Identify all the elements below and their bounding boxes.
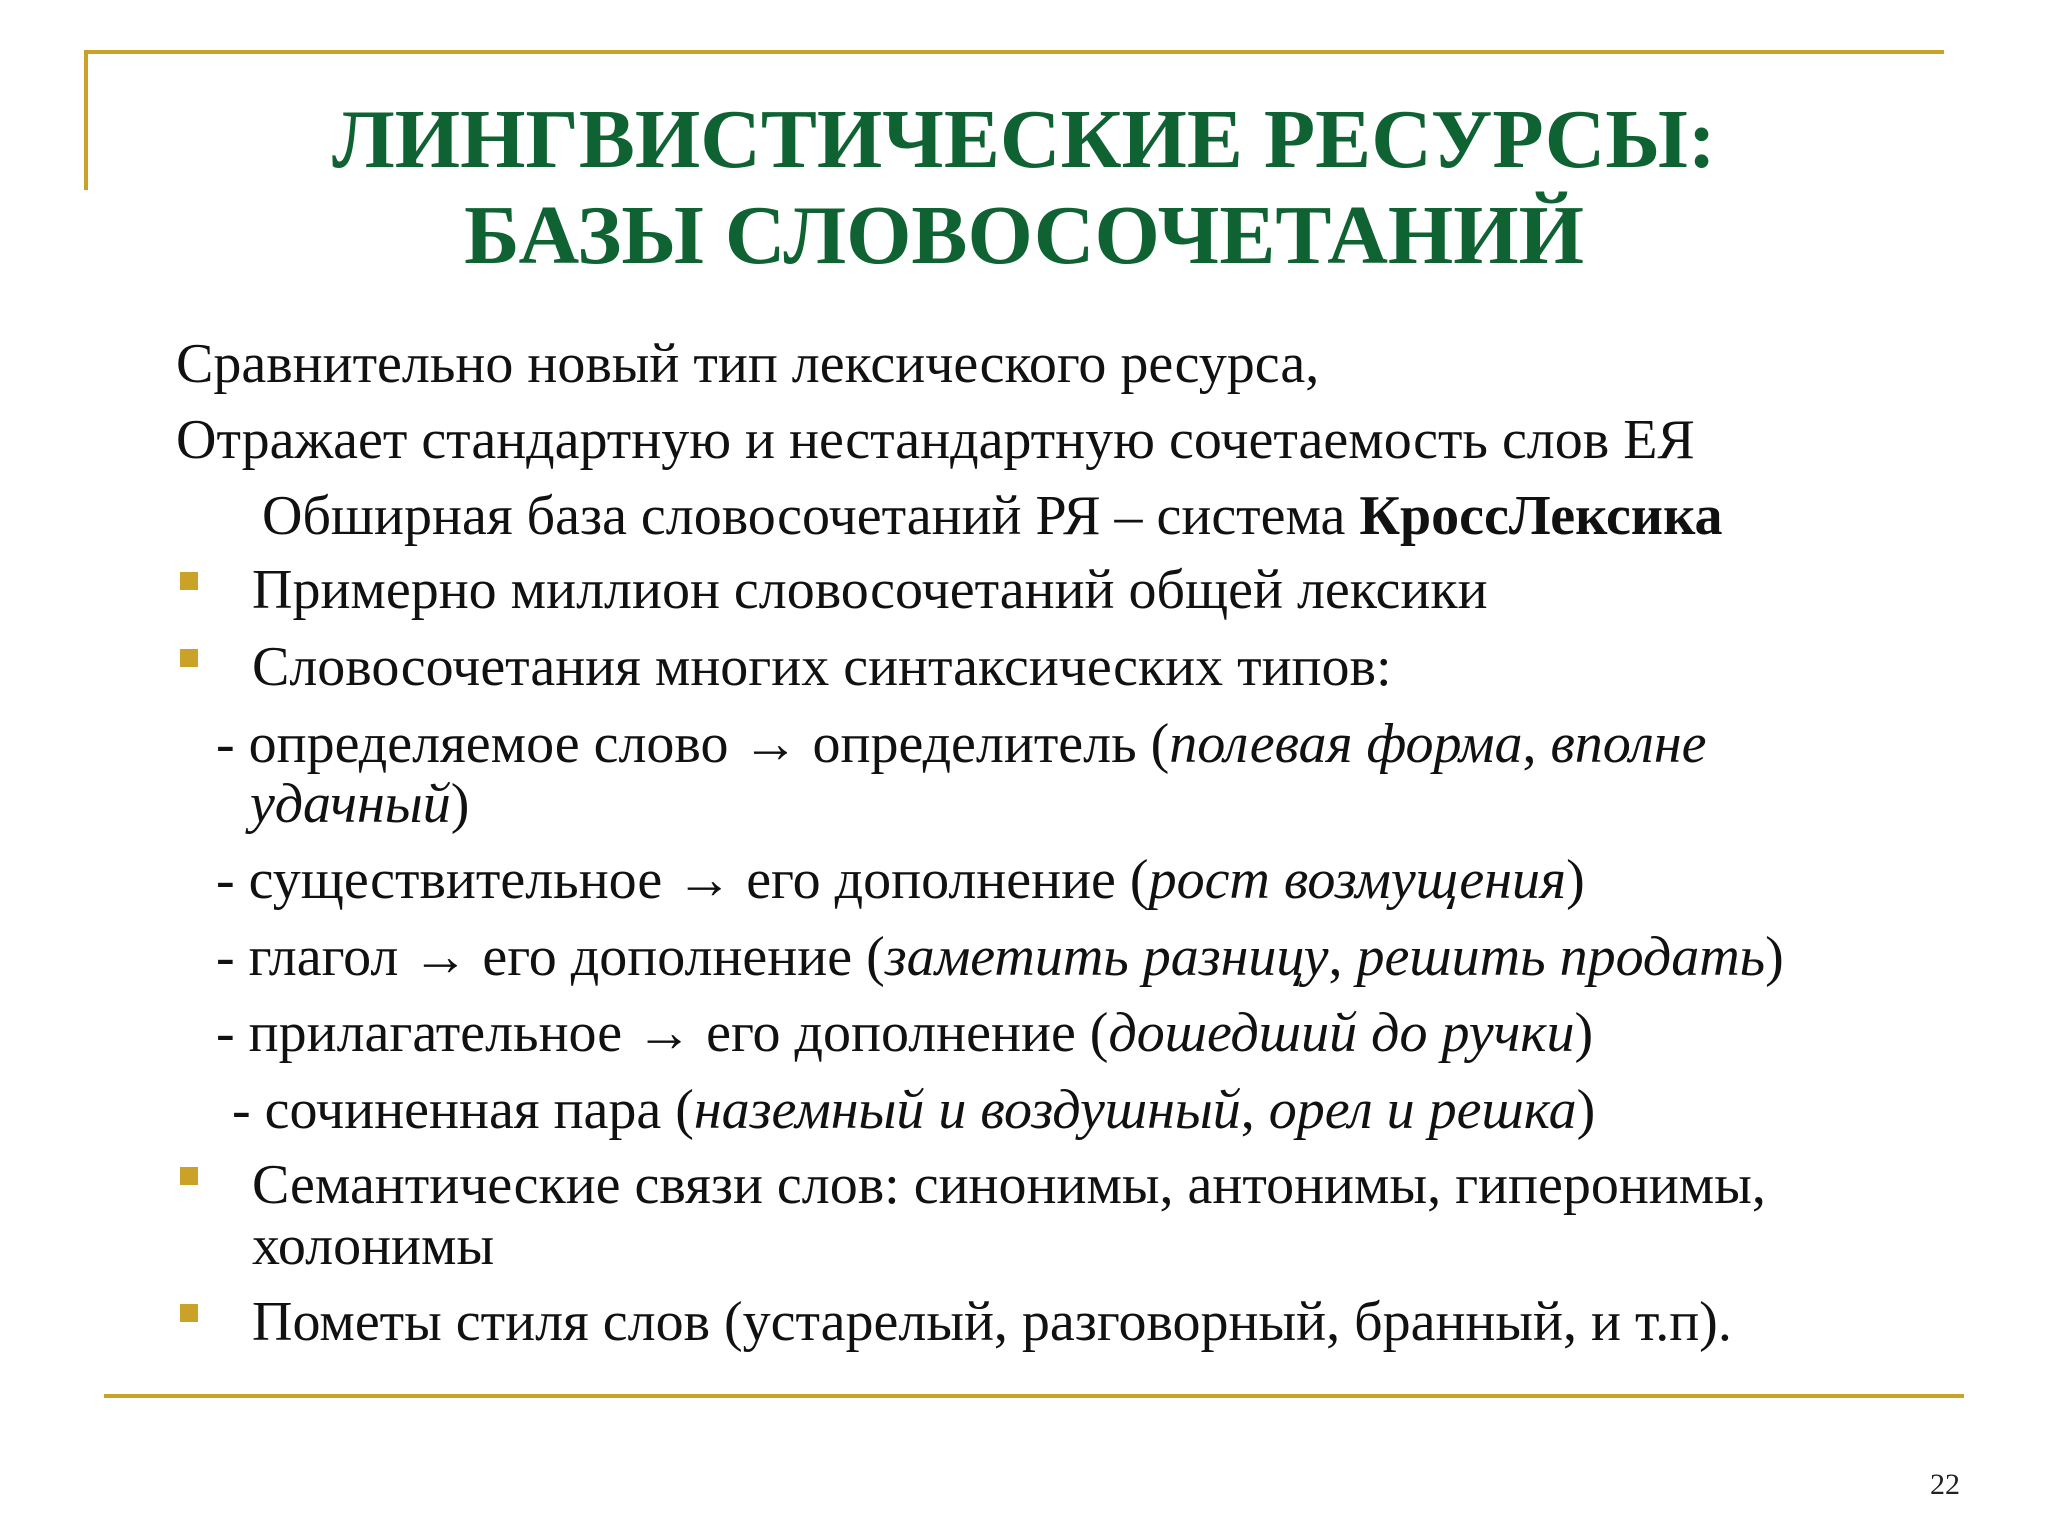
subitem-4 bbox=[216, 1001, 1593, 1065]
slide-title bbox=[0, 92, 2048, 284]
intro-line-3-text: Обширная база словосочетаний РЯ – система bbox=[262, 485, 1360, 547]
bullet-marker-3 bbox=[180, 1167, 198, 1185]
subitem-5-example-1: наземный и воздушный bbox=[693, 1079, 1241, 1141]
bullet-1: Примерно миллион словосочетаний общей лексики bbox=[252, 559, 1488, 621]
bullet-marker-4 bbox=[180, 1304, 198, 1322]
bullet-4: Пометы стиля слов (устарелый, разговорный, бранный, и т.п). bbox=[252, 1291, 1732, 1353]
subitem-5-example-2: орел и решка bbox=[1268, 1079, 1577, 1141]
bullet-marker-2 bbox=[180, 649, 198, 667]
title-line-2: БАЗЫ СЛОВОСОЧЕТАНИЙ bbox=[464, 189, 1584, 282]
subitem-4-example-1: дошедший до ручки bbox=[1108, 1002, 1575, 1064]
subitem-1-line-2 bbox=[250, 772, 469, 836]
subitem-1-suffix: ) bbox=[450, 773, 470, 835]
bullet-2: Словосочетания многих синтаксических типов: bbox=[252, 636, 1392, 698]
bullet-3-line-1: Семантические связи слов: синонимы, антонимы, гиперонимы, bbox=[252, 1154, 1766, 1216]
frame-top-rule bbox=[84, 50, 1944, 54]
subitem-3-suffix: ) bbox=[1765, 926, 1784, 988]
subitem-5-suffix: ) bbox=[1576, 1079, 1596, 1141]
subitem-1-example-2a: вполне bbox=[1550, 713, 1707, 775]
subitem-5 bbox=[232, 1078, 1595, 1142]
intro-line-1: Сравнительно новый тип лексического ресурса, bbox=[176, 333, 1320, 395]
subitem-3-separator: , bbox=[1328, 926, 1357, 988]
subitem-1-example-1: полевая форма bbox=[1169, 713, 1523, 775]
subitem-3-example-2: решить продать bbox=[1356, 926, 1766, 988]
subitem-4-suffix: ) bbox=[1574, 1002, 1594, 1064]
intro-line-2: Отражает стандартную и нестандартную сочетаемость слов ЕЯ bbox=[176, 409, 1695, 471]
title-line-1: ЛИНГВИСТИЧЕСКИЕ РЕСУРСЫ: bbox=[332, 93, 1716, 186]
subitem-5-prefix: - сочиненная пара ( bbox=[232, 1079, 694, 1141]
subitem-3-prefix: - глагол → его дополнение ( bbox=[216, 926, 885, 988]
subitem-1-separator: , bbox=[1522, 713, 1551, 775]
subitem-2-prefix: - существительное → его дополнение ( bbox=[216, 849, 1149, 911]
frame-bottom-rule bbox=[104, 1394, 1964, 1398]
subitem-3 bbox=[216, 925, 1784, 989]
bullet-marker-1 bbox=[180, 572, 198, 590]
subitem-2 bbox=[216, 848, 1585, 912]
subitem-1-example-2b: удачный bbox=[250, 773, 451, 835]
subitem-1-line-1 bbox=[216, 712, 1706, 776]
subitem-4-prefix: - прилагательное → его дополнение ( bbox=[216, 1002, 1109, 1064]
subitem-5-separator: , bbox=[1240, 1079, 1269, 1141]
subitem-2-suffix: ) bbox=[1566, 849, 1585, 911]
intro-line-3 bbox=[262, 484, 1723, 548]
bullet-3-line-2: холонимы bbox=[252, 1215, 495, 1277]
subitem-2-example-1: рост возмущения bbox=[1148, 849, 1567, 911]
subitem-3-example-1: заметить разницу bbox=[884, 926, 1329, 988]
subitem-1-prefix: - определяемое слово → определитель ( bbox=[216, 713, 1170, 775]
crosslexica-name: КроссЛексика bbox=[1359, 485, 1723, 547]
page-number: 22 bbox=[1930, 1468, 1960, 1501]
